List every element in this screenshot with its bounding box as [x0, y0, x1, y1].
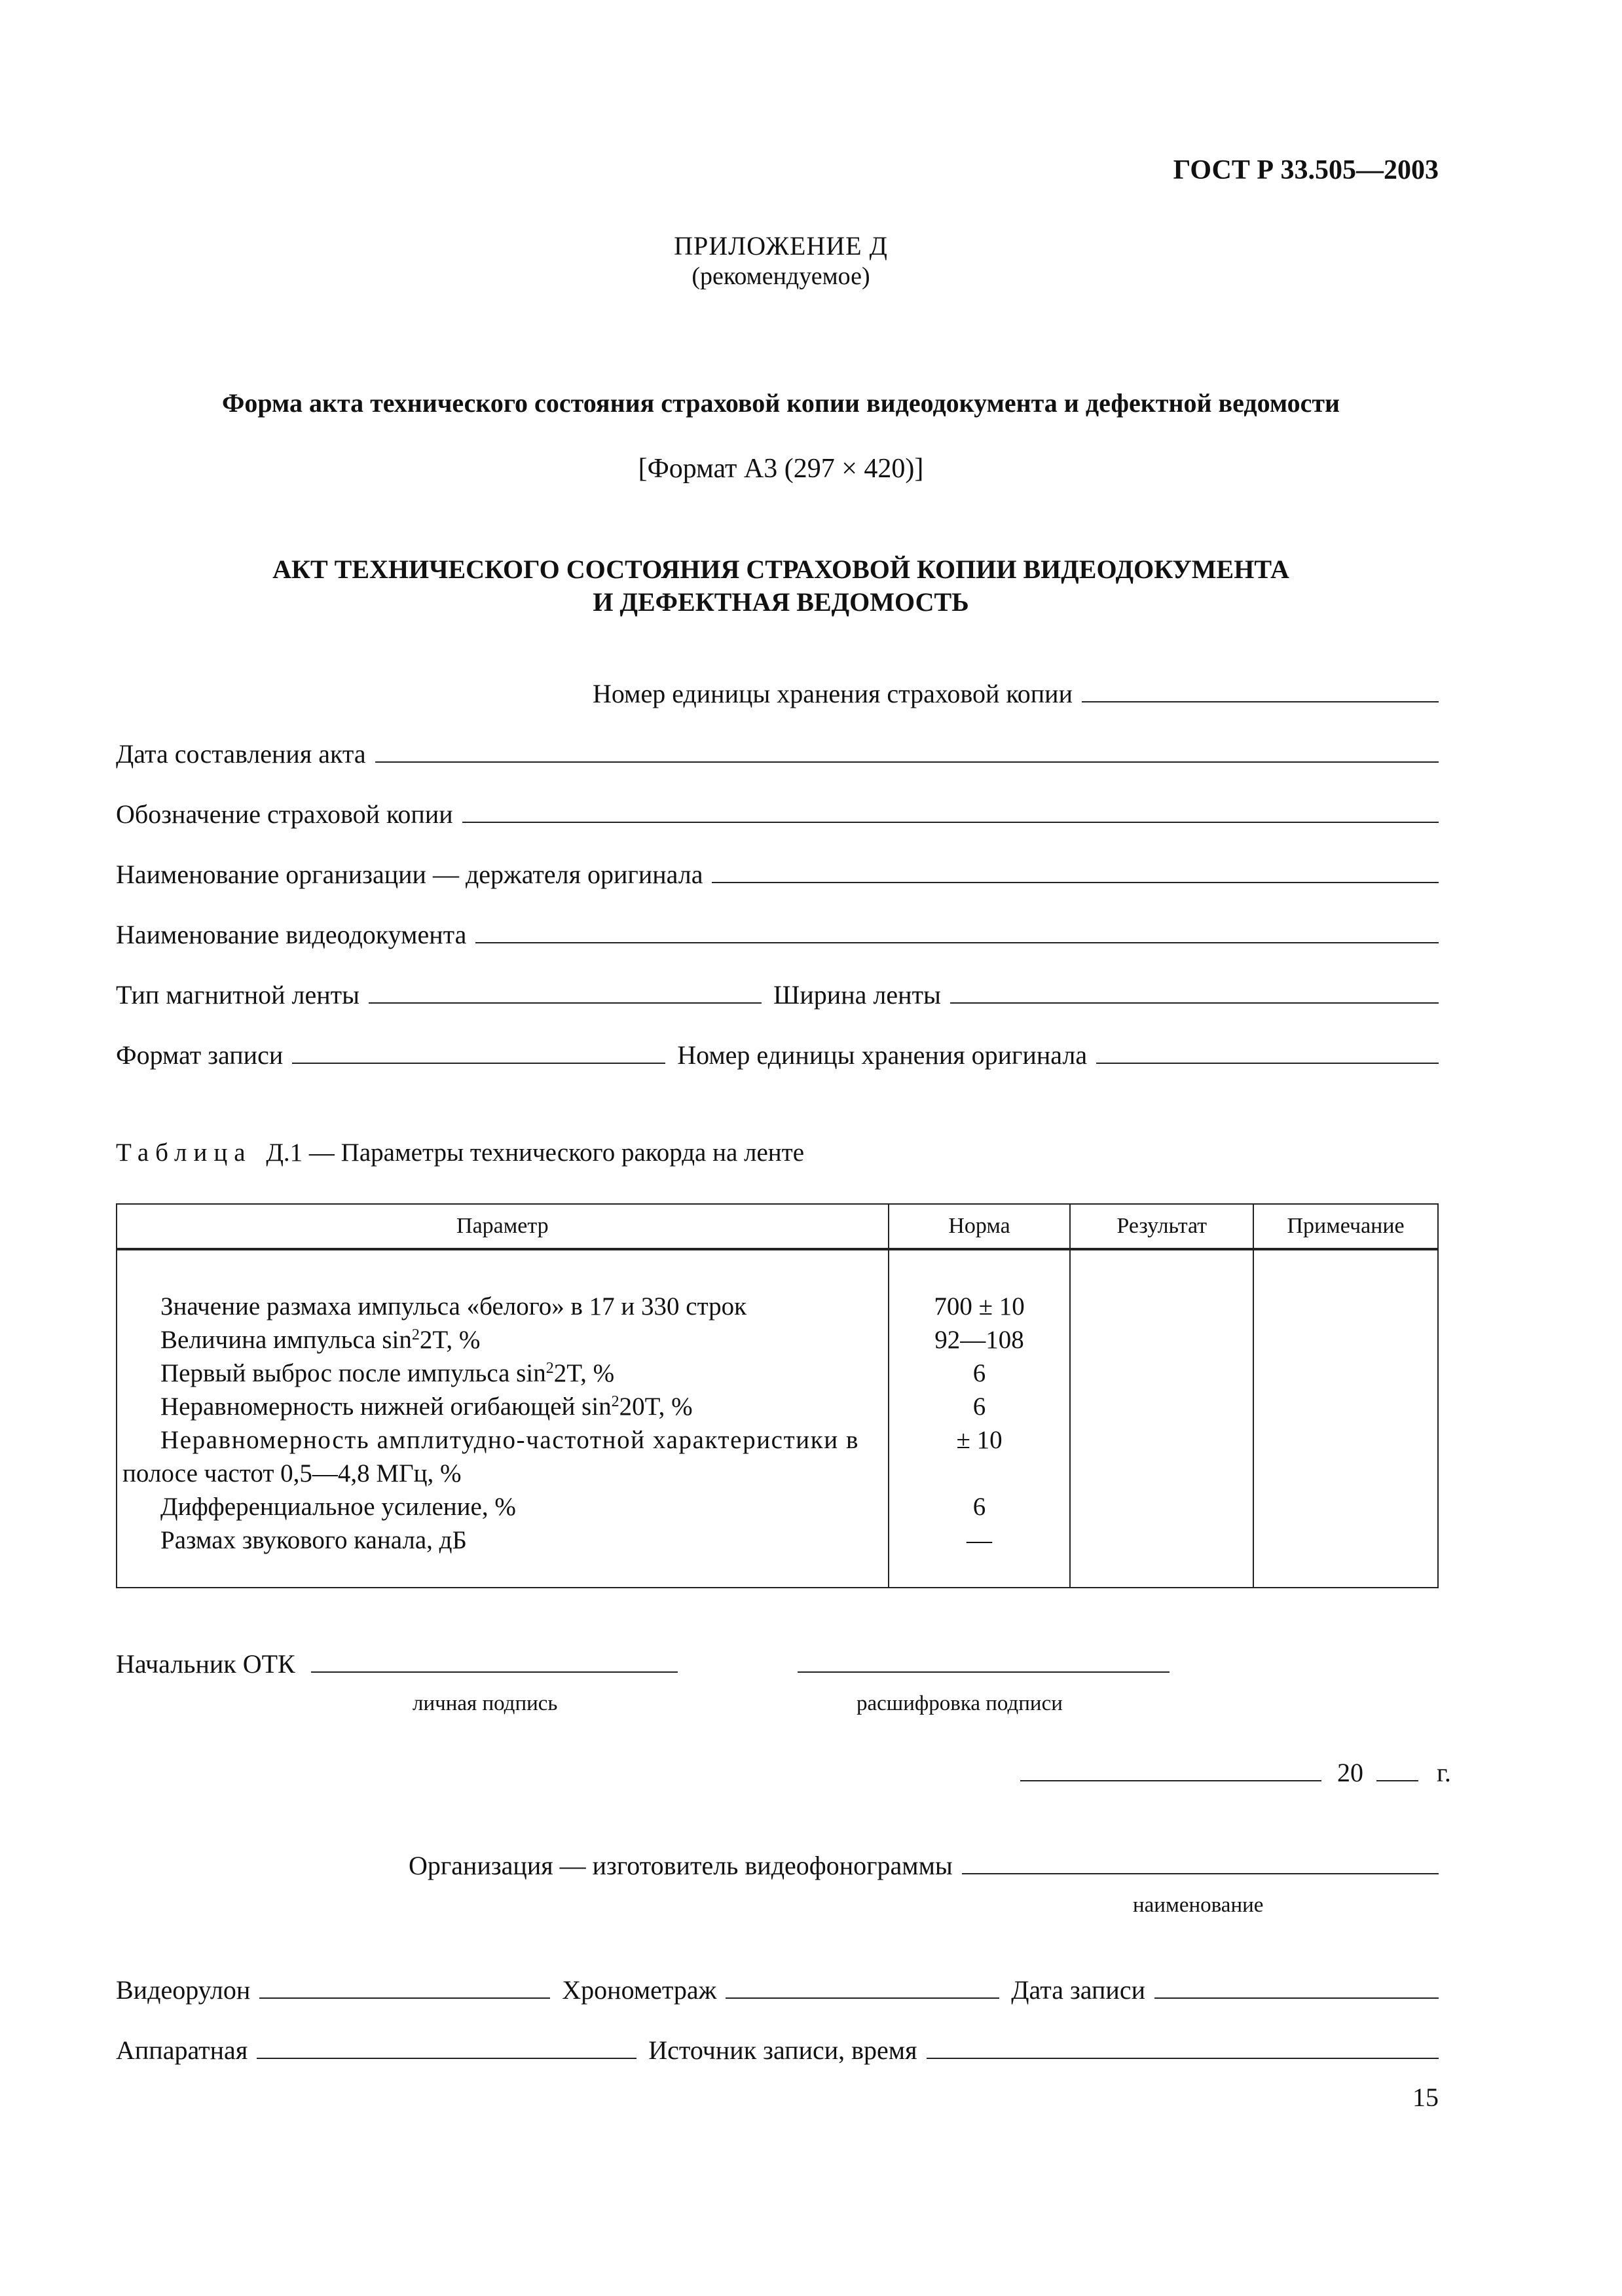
record-source-line[interactable]	[927, 2057, 1439, 2059]
signature-decode-row	[798, 1649, 1170, 1679]
hardware-row	[116, 2035, 1439, 2066]
hardware-room-line[interactable]	[257, 2057, 636, 2059]
video-roll-row	[116, 1975, 1439, 2005]
field-label-tape-width: Ширина ленты	[773, 980, 941, 1010]
field-format-row	[116, 1040, 1439, 1070]
parameter-cell	[117, 1249, 889, 1588]
parameter-item: Значение размаха импульса «белого» в 17 и 330 строк	[160, 1292, 747, 1321]
field-label: Обозначение страховой копии	[116, 799, 453, 829]
format-note: [Формат А3 (297 × 420)]	[638, 454, 924, 484]
fill-line[interactable]	[375, 761, 1439, 763]
hardware-room-label: Аппаратная	[116, 2035, 248, 2065]
parameter-item: Неравномерность амплитудно-частотной характеристики в	[160, 1426, 860, 1454]
header-parameter: Параметр	[117, 1204, 889, 1249]
field-org-holder	[116, 859, 1439, 890]
norm-value: ± 10	[956, 1426, 1003, 1454]
norm-cell	[889, 1249, 1071, 1588]
field-label: Дата составления акта	[116, 739, 366, 769]
field-label: Наименование организации — держателя оригинала	[116, 860, 703, 889]
field-video-name	[116, 919, 1439, 950]
date-line[interactable]	[1020, 1779, 1321, 1781]
record-source-label: Источник записи, время	[648, 2035, 917, 2065]
appendix-status: (рекомендуемое)	[691, 263, 870, 290]
org-maker-line[interactable]	[962, 1872, 1439, 1874]
timing-label: Хронометраж	[562, 1975, 717, 2005]
year-line[interactable]	[1376, 1779, 1418, 1781]
appendix-title: ПРИЛОЖЕНИЕ Д	[674, 231, 888, 261]
table-caption	[116, 1138, 804, 1167]
act-title-line1: АКТ ТЕХНИЧЕСКОГО СОСТОЯНИЯ СТРАХОВОЙ КОПИИ ВИДЕОДОКУМЕНТА	[272, 555, 1289, 584]
norm-value: 6	[972, 1359, 986, 1387]
parameter-item: Величина импульса $\sin^22T$, %	[160, 1326, 481, 1354]
field-act-date	[116, 738, 1439, 769]
field-tape-row	[116, 979, 1439, 1010]
table-header-row	[117, 1204, 1438, 1249]
personal-signature-line[interactable]	[311, 1671, 678, 1673]
fill-line-record-format[interactable]	[292, 1062, 665, 1064]
video-roll-line[interactable]	[259, 1997, 550, 1999]
field-label: Наименование видеодокумента	[116, 920, 467, 949]
result-cell[interactable]	[1070, 1249, 1253, 1588]
norm-spacer	[889, 1457, 1070, 1490]
signature-decode-line[interactable]	[798, 1671, 1170, 1673]
fill-line-storage-original[interactable]	[1096, 1062, 1439, 1064]
norm-value: 6	[972, 1493, 986, 1521]
video-roll-label: Видеорулон	[116, 1975, 251, 2005]
personal-signature-caption: личная подпись	[413, 1692, 558, 1715]
parameter-item: Первый выброс после импульса $\sin^22T$, %	[160, 1359, 615, 1387]
signature-decode-caption: расшифровка подписи	[857, 1692, 1063, 1715]
act-title-line2: И ДЕФЕКТНАЯ ВЕДОМОСТЬ	[593, 587, 969, 617]
record-date-label: Дата записи	[1011, 1975, 1145, 2005]
fill-line[interactable]	[712, 881, 1439, 883]
document-code: ГОСТ Р 33.505—2003	[1173, 155, 1439, 185]
table-title: Д.1 — Параметры технического ракорда на ленте	[266, 1139, 805, 1167]
year-suffix: г.	[1437, 1758, 1451, 1787]
form-caption: Форма акта технического состояния страховой копии видеодокумента и дефектной ведомости	[221, 388, 1340, 418]
norm-value: —	[967, 1526, 993, 1554]
field-copy-designation	[116, 799, 1439, 829]
norm-value: 6	[972, 1393, 986, 1421]
field-label: Номер единицы хранения страховой копии	[593, 679, 1073, 708]
timing-line[interactable]	[726, 1997, 999, 1999]
year-prefix: 20	[1337, 1758, 1363, 1787]
fill-line[interactable]	[1082, 701, 1439, 702]
org-maker-row	[409, 1850, 1439, 1881]
norm-value: 92—108	[934, 1326, 1024, 1354]
fill-line[interactable]	[462, 821, 1439, 823]
header-result: Результат	[1070, 1204, 1253, 1249]
record-date-line[interactable]	[1154, 1997, 1439, 1999]
parameter-item: Неравномерность нижней огибающей $\sin^220T$, %	[160, 1393, 693, 1421]
org-maker-label: Организация — изготовитель видеофонограммы	[409, 1851, 953, 1880]
table-body-row	[117, 1249, 1438, 1588]
parameters-table	[116, 1203, 1439, 1588]
table-label: Таблица	[116, 1139, 252, 1167]
fill-line-tape-type[interactable]	[369, 1002, 762, 1004]
parameter-item: Дифференциальное усиление, %	[160, 1493, 516, 1521]
field-label-record-format: Формат записи	[116, 1040, 284, 1070]
header-norm: Норма	[889, 1204, 1071, 1249]
fill-line[interactable]	[475, 941, 1439, 943]
date-row	[1020, 1757, 1451, 1788]
field-label-tape-type: Тип магнитной ленты	[116, 980, 360, 1010]
head-otk-label: Начальник ОТК	[116, 1649, 295, 1679]
page-number: 15	[1412, 2083, 1439, 2112]
field-storage-unit-copy	[593, 678, 1439, 709]
parameter-item: Размах звукового канала, дБ	[160, 1526, 467, 1554]
parameter-item-continuation: полосе частот 0,5—4,8 МГц, %	[122, 1459, 462, 1487]
name-caption: наименование	[1133, 1893, 1264, 1917]
field-label-storage-original: Номер единицы хранения оригинала	[677, 1040, 1088, 1070]
note-cell[interactable]	[1253, 1249, 1438, 1588]
fill-line-tape-width[interactable]	[950, 1002, 1439, 1004]
header-note: Примечание	[1253, 1204, 1438, 1249]
head-otk-row	[116, 1649, 678, 1679]
norm-value: 700 ± 10	[934, 1292, 1025, 1321]
